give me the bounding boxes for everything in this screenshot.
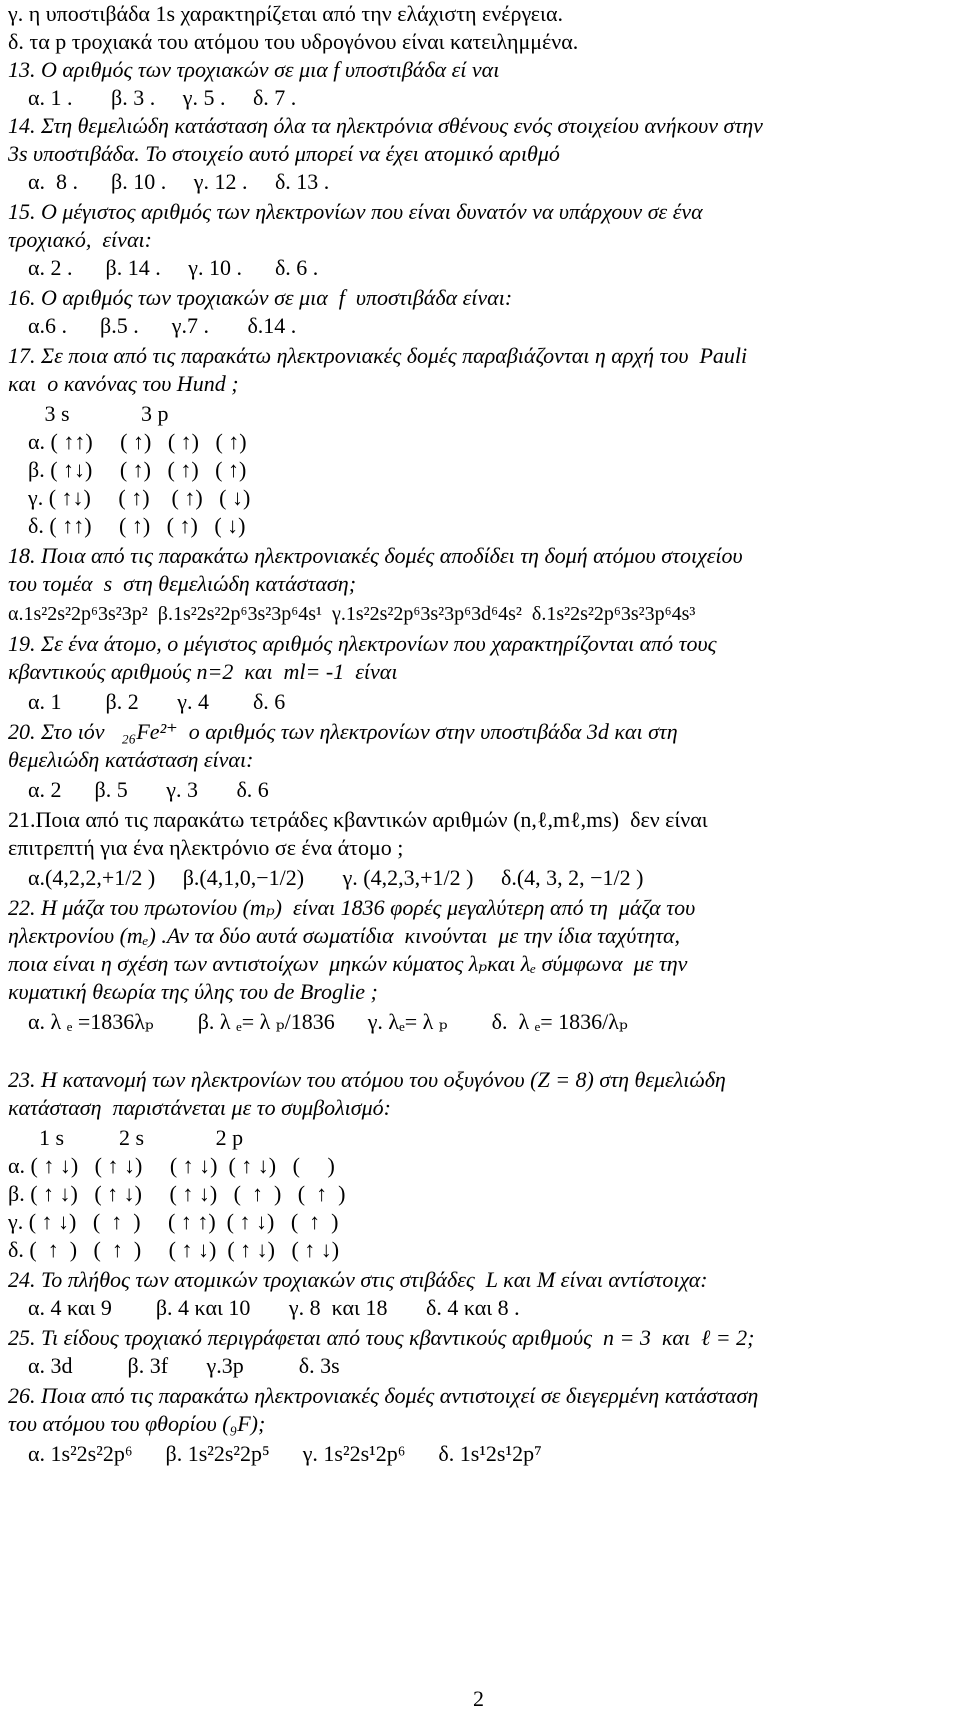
page-number: 2 bbox=[473, 1686, 484, 1711]
question-20: 20. Στο ιόν ₂₆Fe²⁺ ο αριθμός των ηλεκτρονίων στην υποστιβάδα 3d και στη bbox=[8, 719, 678, 744]
orbital-option: γ. ( ↑ ↓) ( ↑ ) ( ↑ ↑) ( ↑ ↓) ( ↑ ) bbox=[8, 1209, 339, 1234]
question-14: 14. Στη θεμελιώδη κατάσταση όλα τα ηλεκτρόνια σθένους ενός στοιχείου ανήκουν στην bbox=[8, 113, 763, 138]
question-text: ποια είναι η σχέση των αντιστοίχων μηκών κύματος λₚκαι λₑ σύμφωνα με την bbox=[8, 951, 688, 976]
question-24: 24. Το πλήθος των ατομικών τροχιακών στις στιβάδες L και M είναι αντίστοιχα: bbox=[8, 1267, 708, 1292]
question-text: και ο κανόνας του Hund ; bbox=[8, 371, 239, 396]
answer-options: α. 8 . β. 10 . γ. 12 . δ. 13 . bbox=[28, 169, 330, 194]
orbital-option: β. ( ↑ ↓) ( ↑ ↓) ( ↑ ↓) ( ↑ ) ( ↑ ) bbox=[8, 1181, 346, 1206]
orbital-option: α. ( ↑↑) ( ↑) ( ↑) ( ↑) bbox=[28, 429, 247, 454]
question-16: 16. Ο αριθμός των τροχιακών σε μια f υποστιβάδα είναι: bbox=[8, 285, 513, 310]
question-text: ηλεκτρονίου (mₑ) .Αν τα δύο αυτά σωματίδια κινούνται με την ίδια ταχύτητα, bbox=[8, 923, 681, 948]
orbital-option: γ. ( ↑↓) ( ↑) ( ↑) ( ↓) bbox=[28, 485, 251, 510]
answer-options: α.6 . β.5 . γ.7 . δ.14 . bbox=[28, 313, 297, 338]
answer-options: α. 1 β. 2 γ. 4 δ. 6 bbox=[28, 689, 286, 714]
question-18: 18. Ποια από τις παρακάτω ηλεκτρονιακές δομές αποδίδει τη δομή ατόμου στοιχείου bbox=[8, 543, 743, 568]
text-line: δ. τα p τροχιακά του ατόμου του υδρογόνου είναι κατειλημμένα. bbox=[8, 29, 579, 54]
answer-options: α. 4 και 9 β. 4 και 10 γ. 8 και 18 δ. 4 και 8 . bbox=[28, 1295, 520, 1320]
question-26: 26. Ποια από τις παρακάτω ηλεκτρονιακές δομές αντιστοιχεί σε διεγερμένη κατάσταση bbox=[8, 1383, 759, 1408]
question-15: 15. Ο μέγιστος αριθμός των ηλεκτρονίων που είναι δυνατόν να υπάρχουν σε ένα bbox=[8, 199, 703, 224]
answer-options: α.(4,2,2,+1/2 ) β.(4,1,0,−1/2) γ. (4,2,3,+1/2 ) δ.(4, 3, 2, −1/2 ) bbox=[28, 865, 644, 890]
answer-options: α. 1s²2s²2p⁶ β. 1s²2s²2p⁵ γ. 1s²2s¹2p⁶ δ. 1s¹2s¹2p⁷ bbox=[28, 1441, 542, 1466]
question-text: του τομέα s στη θεμελιώδη κατάσταση; bbox=[8, 571, 357, 596]
orbital-option: δ. ( ↑↑) ( ↑) ( ↑) ( ↓) bbox=[28, 513, 246, 538]
question-19: 19. Σε ένα άτομο, ο μέγιστος αριθμός ηλεκτρονίων που χαρακτηρίζονται από τους bbox=[8, 631, 717, 656]
answer-options: α. λ ₑ =1836λₚ β. λ ₑ= λ ₚ/1836 γ. λₑ= λ ₚ δ. λ ₑ= 1836/λₚ bbox=[28, 1009, 628, 1034]
answer-options: α. 2 β. 5 γ. 3 δ. 6 bbox=[28, 777, 269, 802]
question-text: επιτρεπτή για ένα ηλεκτρόνιο σε ένα άτομο ; bbox=[8, 835, 404, 860]
orbital-option: β. ( ↑↓) ( ↑) ( ↑) ( ↑) bbox=[28, 457, 247, 482]
question-text: κατάσταση παριστάνεται με το συμβολισμό: bbox=[8, 1095, 391, 1120]
orbital-option: α. ( ↑ ↓) ( ↑ ↓) ( ↑ ↓) ( ↑ ↓) ( ) bbox=[8, 1153, 335, 1178]
orbital-option: δ. ( ↑ ) ( ↑ ) ( ↑ ↓) ( ↑ ↓) ( ↑ ↓) bbox=[8, 1237, 340, 1262]
question-22: 22. Η μάζα του πρωτονίου (mₚ) είναι 1836 φορές μεγαλύτερη από τη μάζα του bbox=[8, 895, 696, 920]
answer-options: α. 2 . β. 14 . γ. 10 . δ. 6 . bbox=[28, 255, 319, 280]
question-13: 13. Ο αριθμός των τροχιακών σε μια f υποστιβάδα εί ναι bbox=[8, 57, 500, 82]
question-text: τροχιακό, είναι: bbox=[8, 227, 152, 252]
question-text: κβαντικούς αριθμούς n=2 και ml= -1 είναι bbox=[8, 659, 398, 684]
question-text: θεμελιώδη κατάσταση είναι: bbox=[8, 747, 254, 772]
question-text: του ατόμου του φθορίου (₉F); bbox=[8, 1411, 266, 1436]
question-23: 23. Η κατανομή των ηλεκτρονίων του ατόμου του οξυγόνου (Ζ = 8) στη θεμελιώδη bbox=[8, 1067, 726, 1092]
question-17: 17. Σε ποια από τις παρακάτω ηλεκτρονιακές δομές παραβιάζονται η αρχή του Pauli bbox=[8, 343, 748, 368]
orbital-header: 1 s 2 s 2 p bbox=[28, 1125, 244, 1150]
orbital-header: 3 s 3 p bbox=[28, 401, 169, 426]
question-text: 3s υποστιβάδα. Το στοιχείο αυτό μπορεί να έχει ατομικό αριθμό bbox=[8, 141, 560, 166]
answer-options: α. 3d β. 3f γ.3p δ. 3s bbox=[28, 1353, 340, 1378]
question-text: κυματική θεωρία της ύλης του de Broglie ; bbox=[8, 979, 378, 1004]
answer-options: α.1s²2s²2p⁶3s²3p² β.1s²2s²2p⁶3s²3p⁶4s¹ γ.1s²2s²2p⁶3s²3p⁶3d⁶4s² δ.1s²2s²2p⁶3s²3p⁶4s³ bbox=[8, 603, 696, 625]
answer-options: α. 1 . β. 3 . γ. 5 . δ. 7 . bbox=[28, 85, 297, 110]
question-25: 25. Τι είδους τροχιακό περιγράφεται από τους κβαντικούς αριθμούς n = 3 και ℓ = 2; bbox=[8, 1325, 755, 1350]
text-line: γ. η υποστιβάδα 1s χαρακτηρίζεται από την ελάχιστη ενέργεια. bbox=[8, 1, 563, 26]
question-21: 21.Ποια από τις παρακάτω τετράδες κβαντικών αριθμών (n,ℓ,mℓ,ms) δεν είναι bbox=[8, 807, 708, 832]
